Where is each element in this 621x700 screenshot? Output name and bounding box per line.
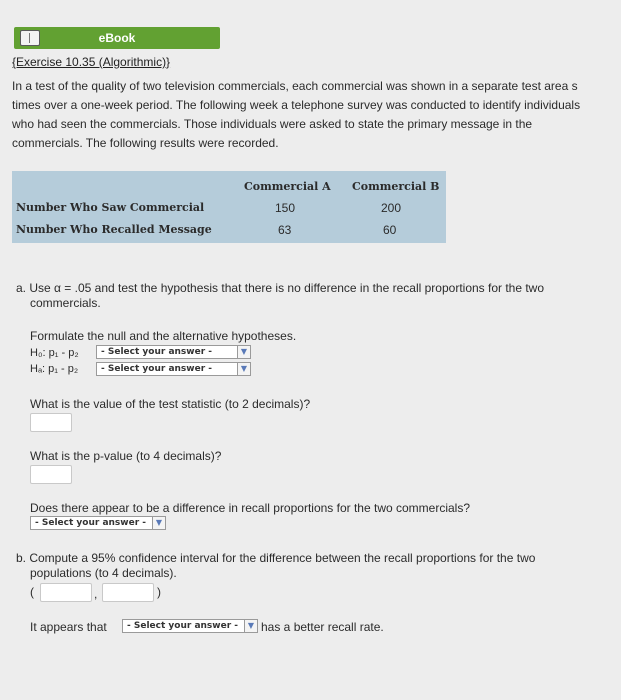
chevron-down-icon: ▼ [237, 363, 250, 375]
better-recall-select-value: - Select your answer - [127, 621, 239, 631]
h0-label: H₀: p₁ - p₂ [30, 347, 79, 359]
part-b-line2: populations (to 4 decimals). [30, 566, 177, 580]
appears-suffix: has a better recall rate. [261, 620, 384, 634]
exercise-link[interactable]: {Exercise 10.35 (Algorithmic)} [12, 55, 171, 69]
difference-select-value: - Select your answer - [35, 518, 147, 528]
test-statistic-question: What is the value of the test statistic (to 2 decimals)? [30, 397, 311, 411]
difference-question: Does there appear to be a difference in recall proportions for the two commercials? [30, 501, 471, 515]
ci-lower-input[interactable] [40, 583, 92, 602]
row-label-saw: Number Who Saw Commercial [16, 201, 205, 214]
ebook-button[interactable] [14, 27, 220, 49]
ci-open-paren: ( [30, 585, 34, 599]
ci-upper-input[interactable] [102, 583, 154, 602]
intro-line: who had seen the commercials. Those individuals were asked to state the primary message in the [12, 117, 533, 131]
h0-select[interactable] [96, 345, 251, 359]
chevron-down-icon: ▼ [244, 620, 257, 632]
column-header-a: Commercial A [244, 180, 331, 193]
ha-select-value: - Select your answer - [101, 364, 213, 374]
cell-b-recalled: 60 [383, 223, 397, 237]
better-recall-select[interactable] [122, 619, 258, 633]
difference-select[interactable] [30, 516, 166, 530]
cell-b-saw: 200 [381, 201, 402, 215]
row-label-recalled: Number Who Recalled Message [16, 223, 212, 236]
problem-intro [12, 77, 612, 153]
ebook-label: eBook [98, 31, 136, 45]
chevron-down-icon: ▼ [237, 346, 250, 358]
cell-a-recalled: 63 [278, 223, 292, 237]
data-table [12, 171, 446, 243]
part-a-line1: a. Use α = .05 and test the hypothesis that there is no difference in the recall proportions for the two [16, 281, 545, 295]
cell-a-saw: 150 [275, 201, 296, 215]
chevron-down-icon: ▼ [152, 517, 165, 529]
h0-select-value: - Select your answer - [101, 347, 213, 357]
part-b-line1: b. Compute a 95% confidence interval for the difference between the recall proportions for the two [16, 551, 536, 565]
ha-label: Hₐ: p₁ - p₂ [30, 363, 79, 375]
formulate-label: Formulate the null and the alternative hypotheses. [30, 329, 297, 343]
ci-close-paren: ) [157, 585, 161, 599]
p-value-input[interactable] [30, 465, 72, 484]
ha-select[interactable] [96, 362, 251, 376]
part-a-line2: commercials. [30, 296, 101, 310]
test-statistic-input[interactable] [30, 413, 72, 432]
p-value-question: What is the p-value (to 4 decimals)? [30, 449, 222, 463]
appears-prefix: It appears that [30, 620, 107, 634]
intro-line: In a test of the quality of two television commercials, each commercial was shown in a separate test area s [12, 79, 578, 93]
intro-line: commercials. The following results were recorded. [12, 136, 279, 150]
ci-comma: , [94, 587, 98, 601]
column-header-b: Commercial B [352, 180, 440, 193]
intro-line: times over a one-week period. The following week a telephone survey was conducted to identify individuals [12, 98, 581, 112]
